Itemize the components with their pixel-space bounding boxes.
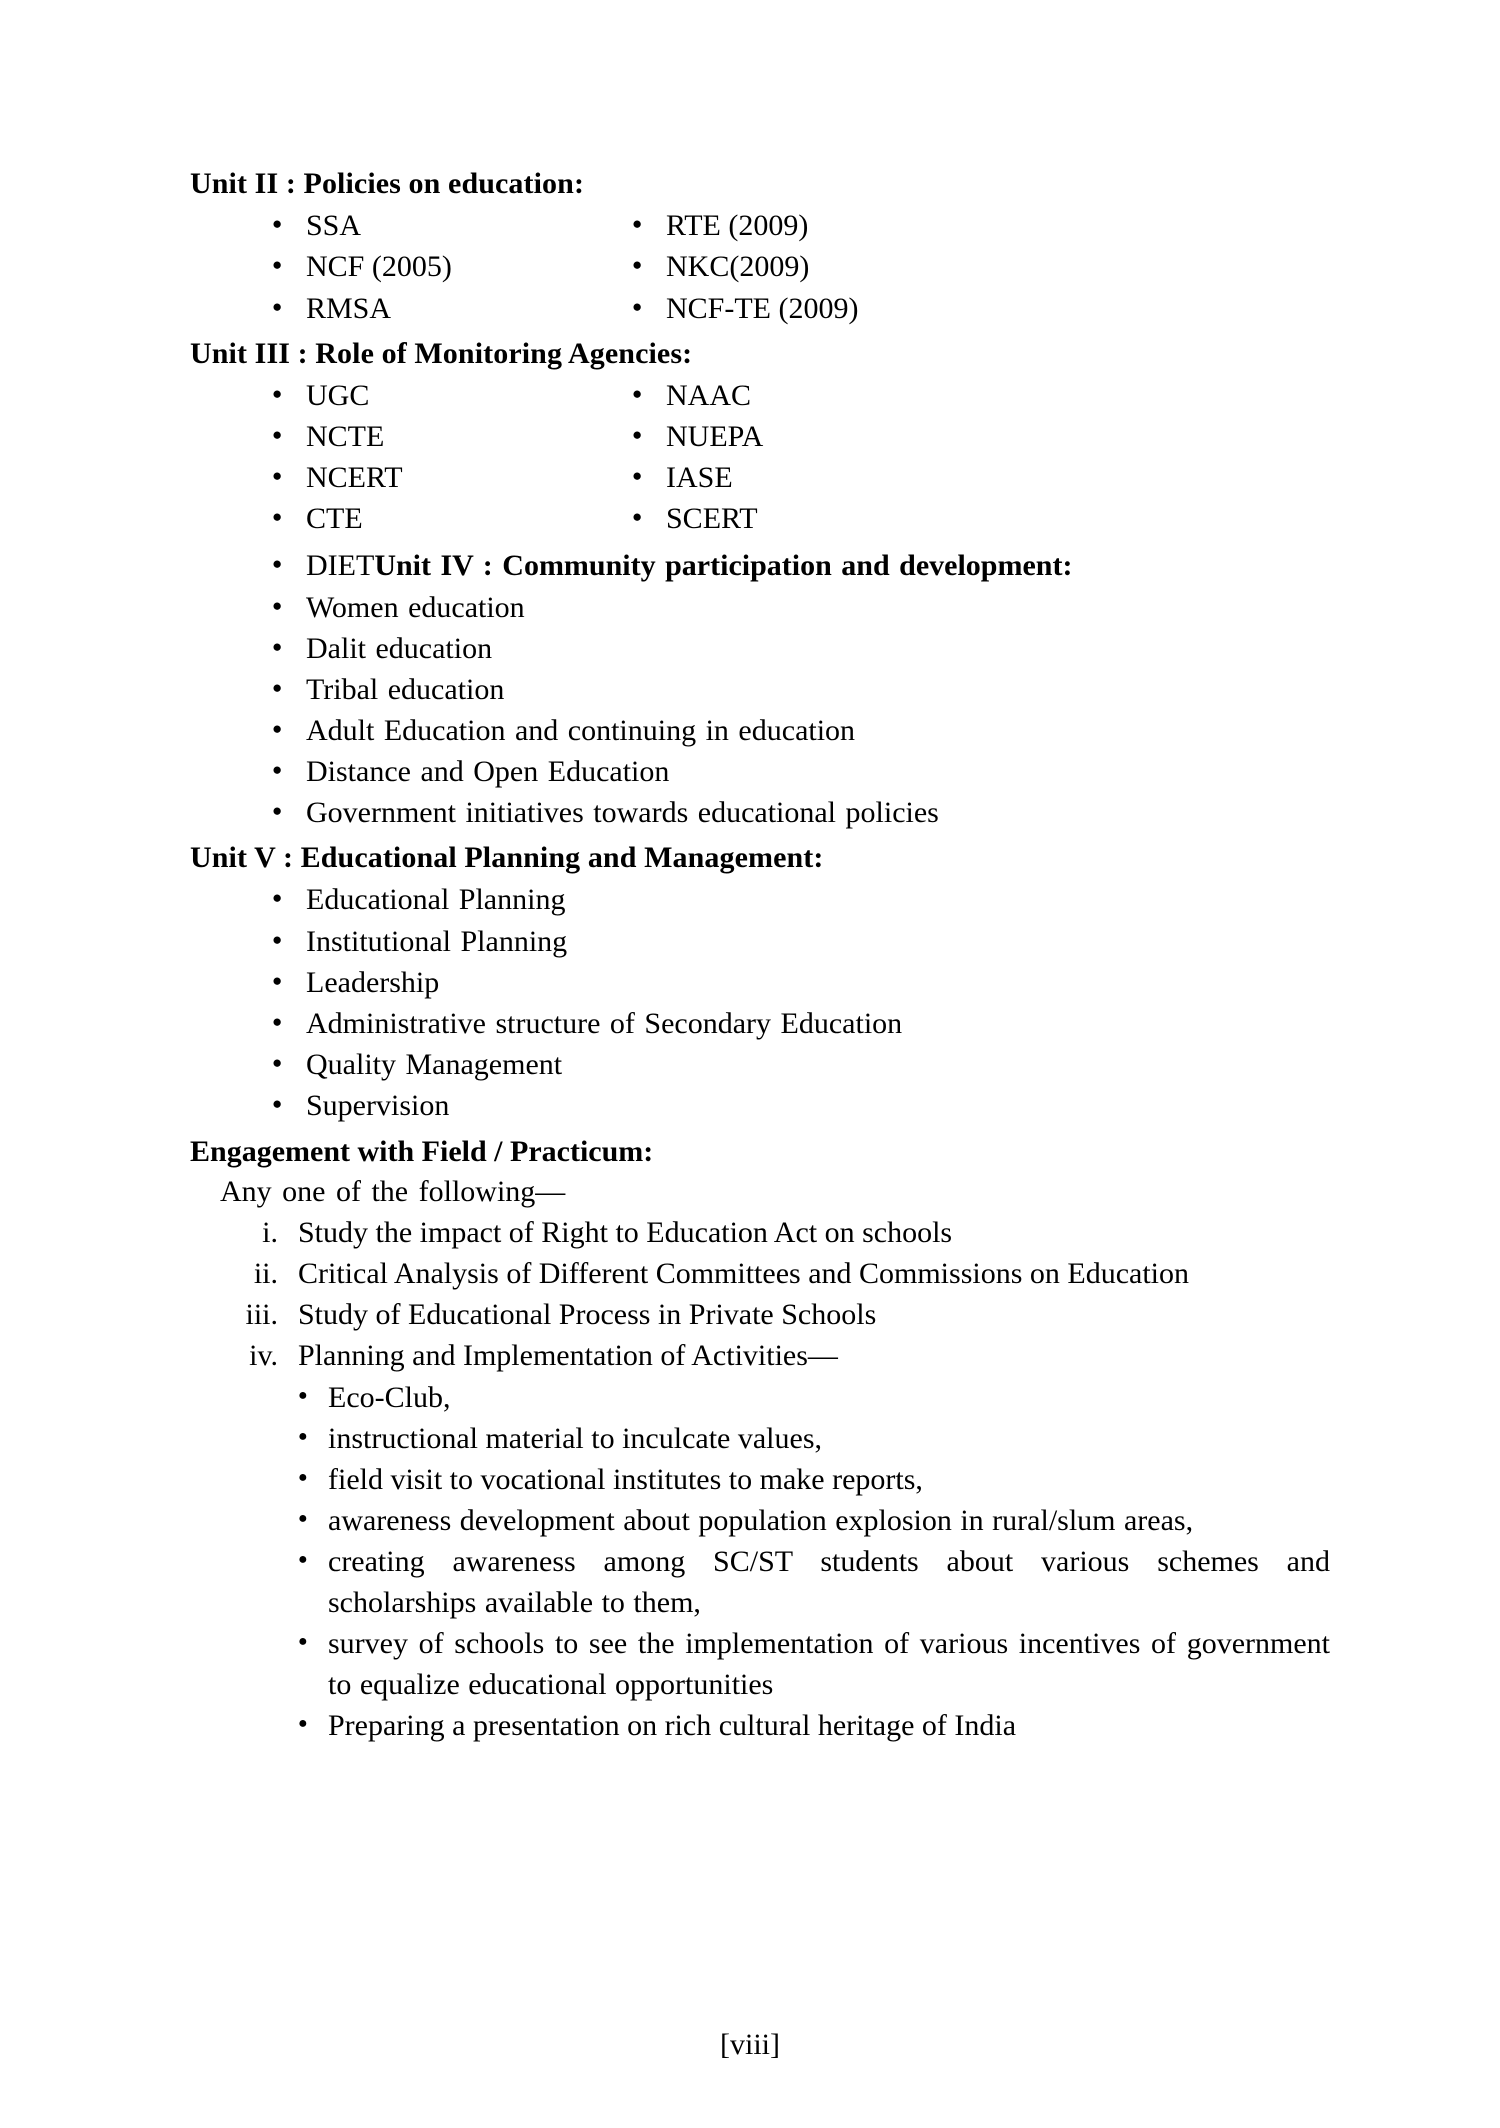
list-item: ● Institutional Planning [272, 921, 1330, 962]
list-item: ● RMSA [272, 288, 632, 329]
list-numeral: i. [262, 1216, 278, 1250]
list-item: ● instructional material to inculcate values, [298, 1418, 1330, 1459]
unit-3-list [190, 375, 1330, 539]
list-item: ● NKC(2009) [632, 246, 1232, 287]
unit-2-list [190, 205, 1330, 328]
practicum-numbered-list [190, 1212, 1330, 1376]
list-item: ● Adult Education and continuing in education [272, 710, 1330, 751]
list-item: ● Leadership [272, 962, 1330, 1003]
list-item: ● IASE [632, 457, 1232, 498]
unit-2-heading: Unit II : Policies on education: [190, 167, 585, 200]
practicum-heading: Engagement with Field / Practicum: [190, 1135, 654, 1169]
list-item-text: Planning and Implementation of Activities— [298, 1339, 838, 1373]
list-item: ● NUEPA [632, 416, 1232, 457]
unit-2-right-column [632, 205, 1232, 328]
list-item: ● Distance and Open Education [272, 751, 1330, 792]
list-item: ● Preparing a presentation on rich cultural heritage of India [298, 1705, 1330, 1746]
list-item: ● Eco-Club, [298, 1377, 1330, 1418]
list-item: ● NCTE [272, 416, 632, 457]
list-item: ● Administrative structure of Secondary Education [272, 1003, 1330, 1044]
list-item: ● SSA [272, 205, 632, 246]
list-item: ● awareness development about population explosion in rural/slum areas, [298, 1500, 1330, 1541]
unit-3-right-column [632, 375, 1232, 539]
list-item: ● UGC [272, 375, 632, 416]
list-item-diet-unit4 [272, 545, 1330, 586]
list-item-text: Study of Educational Process in Private Schools [298, 1298, 877, 1332]
page-content [190, 165, 1330, 1746]
list-item: ● NAAC [632, 375, 1232, 416]
list-item [190, 1212, 1330, 1253]
practicum-intro: Any one of the following— [220, 1175, 566, 1209]
list-item: ● SCERT [632, 498, 1232, 539]
list-item: ● survey of schools to see the implementation of various incentives of government to equalize educational opportunities [298, 1623, 1330, 1705]
list-item: ● NCERT [272, 457, 632, 498]
list-item [190, 1253, 1330, 1294]
unit-4-heading: Unit IV : Community participation and development: [374, 549, 1073, 583]
practicum-sub-list [190, 1377, 1330, 1747]
list-numeral: ii. [253, 1257, 278, 1291]
list-item-text: Critical Analysis of Different Committees and Commissions on Education [298, 1257, 1190, 1291]
unit-3-heading: Unit III : Role of Monitoring Agencies: [190, 336, 693, 370]
list-item [190, 1294, 1330, 1335]
list-item: ● RTE (2009) [632, 205, 1232, 246]
list-item: ● NCF (2005) [272, 246, 632, 287]
list-numeral: iii. [245, 1298, 278, 1332]
list-item: ● Government initiatives towards educational policies [272, 792, 1330, 833]
unit-3-left-column [272, 375, 632, 539]
list-item: ● Quality Management [272, 1044, 1330, 1085]
diet-label: DIET [306, 549, 375, 583]
unit-5-heading: Unit V : Educational Planning and Management: [190, 841, 824, 875]
unit-5-list [190, 879, 1330, 1126]
list-item: ● Dalit education [272, 628, 1330, 669]
list-item: ● Supervision [272, 1085, 1330, 1126]
list-numeral: iv. [249, 1339, 278, 1373]
unit-2-left-column [272, 205, 632, 328]
list-item: ● CTE [272, 498, 632, 539]
list-item: ● Women education [272, 587, 1330, 628]
list-item: ● field visit to vocational institutes to make reports, [298, 1459, 1330, 1500]
list-item: ● NCF-TE (2009) [632, 288, 1232, 329]
list-item: ● creating awareness among SC/ST students about various schemes and scholarships available to them, [298, 1541, 1330, 1623]
list-item: ● Educational Planning [272, 879, 1330, 920]
list-item-text: Study the impact of Right to Education Act on schools [298, 1216, 953, 1250]
list-item [190, 1335, 1330, 1376]
unit-4-list [190, 545, 1330, 833]
list-item: ● Tribal education [272, 669, 1330, 710]
page-number: [viii] [720, 2028, 780, 2061]
